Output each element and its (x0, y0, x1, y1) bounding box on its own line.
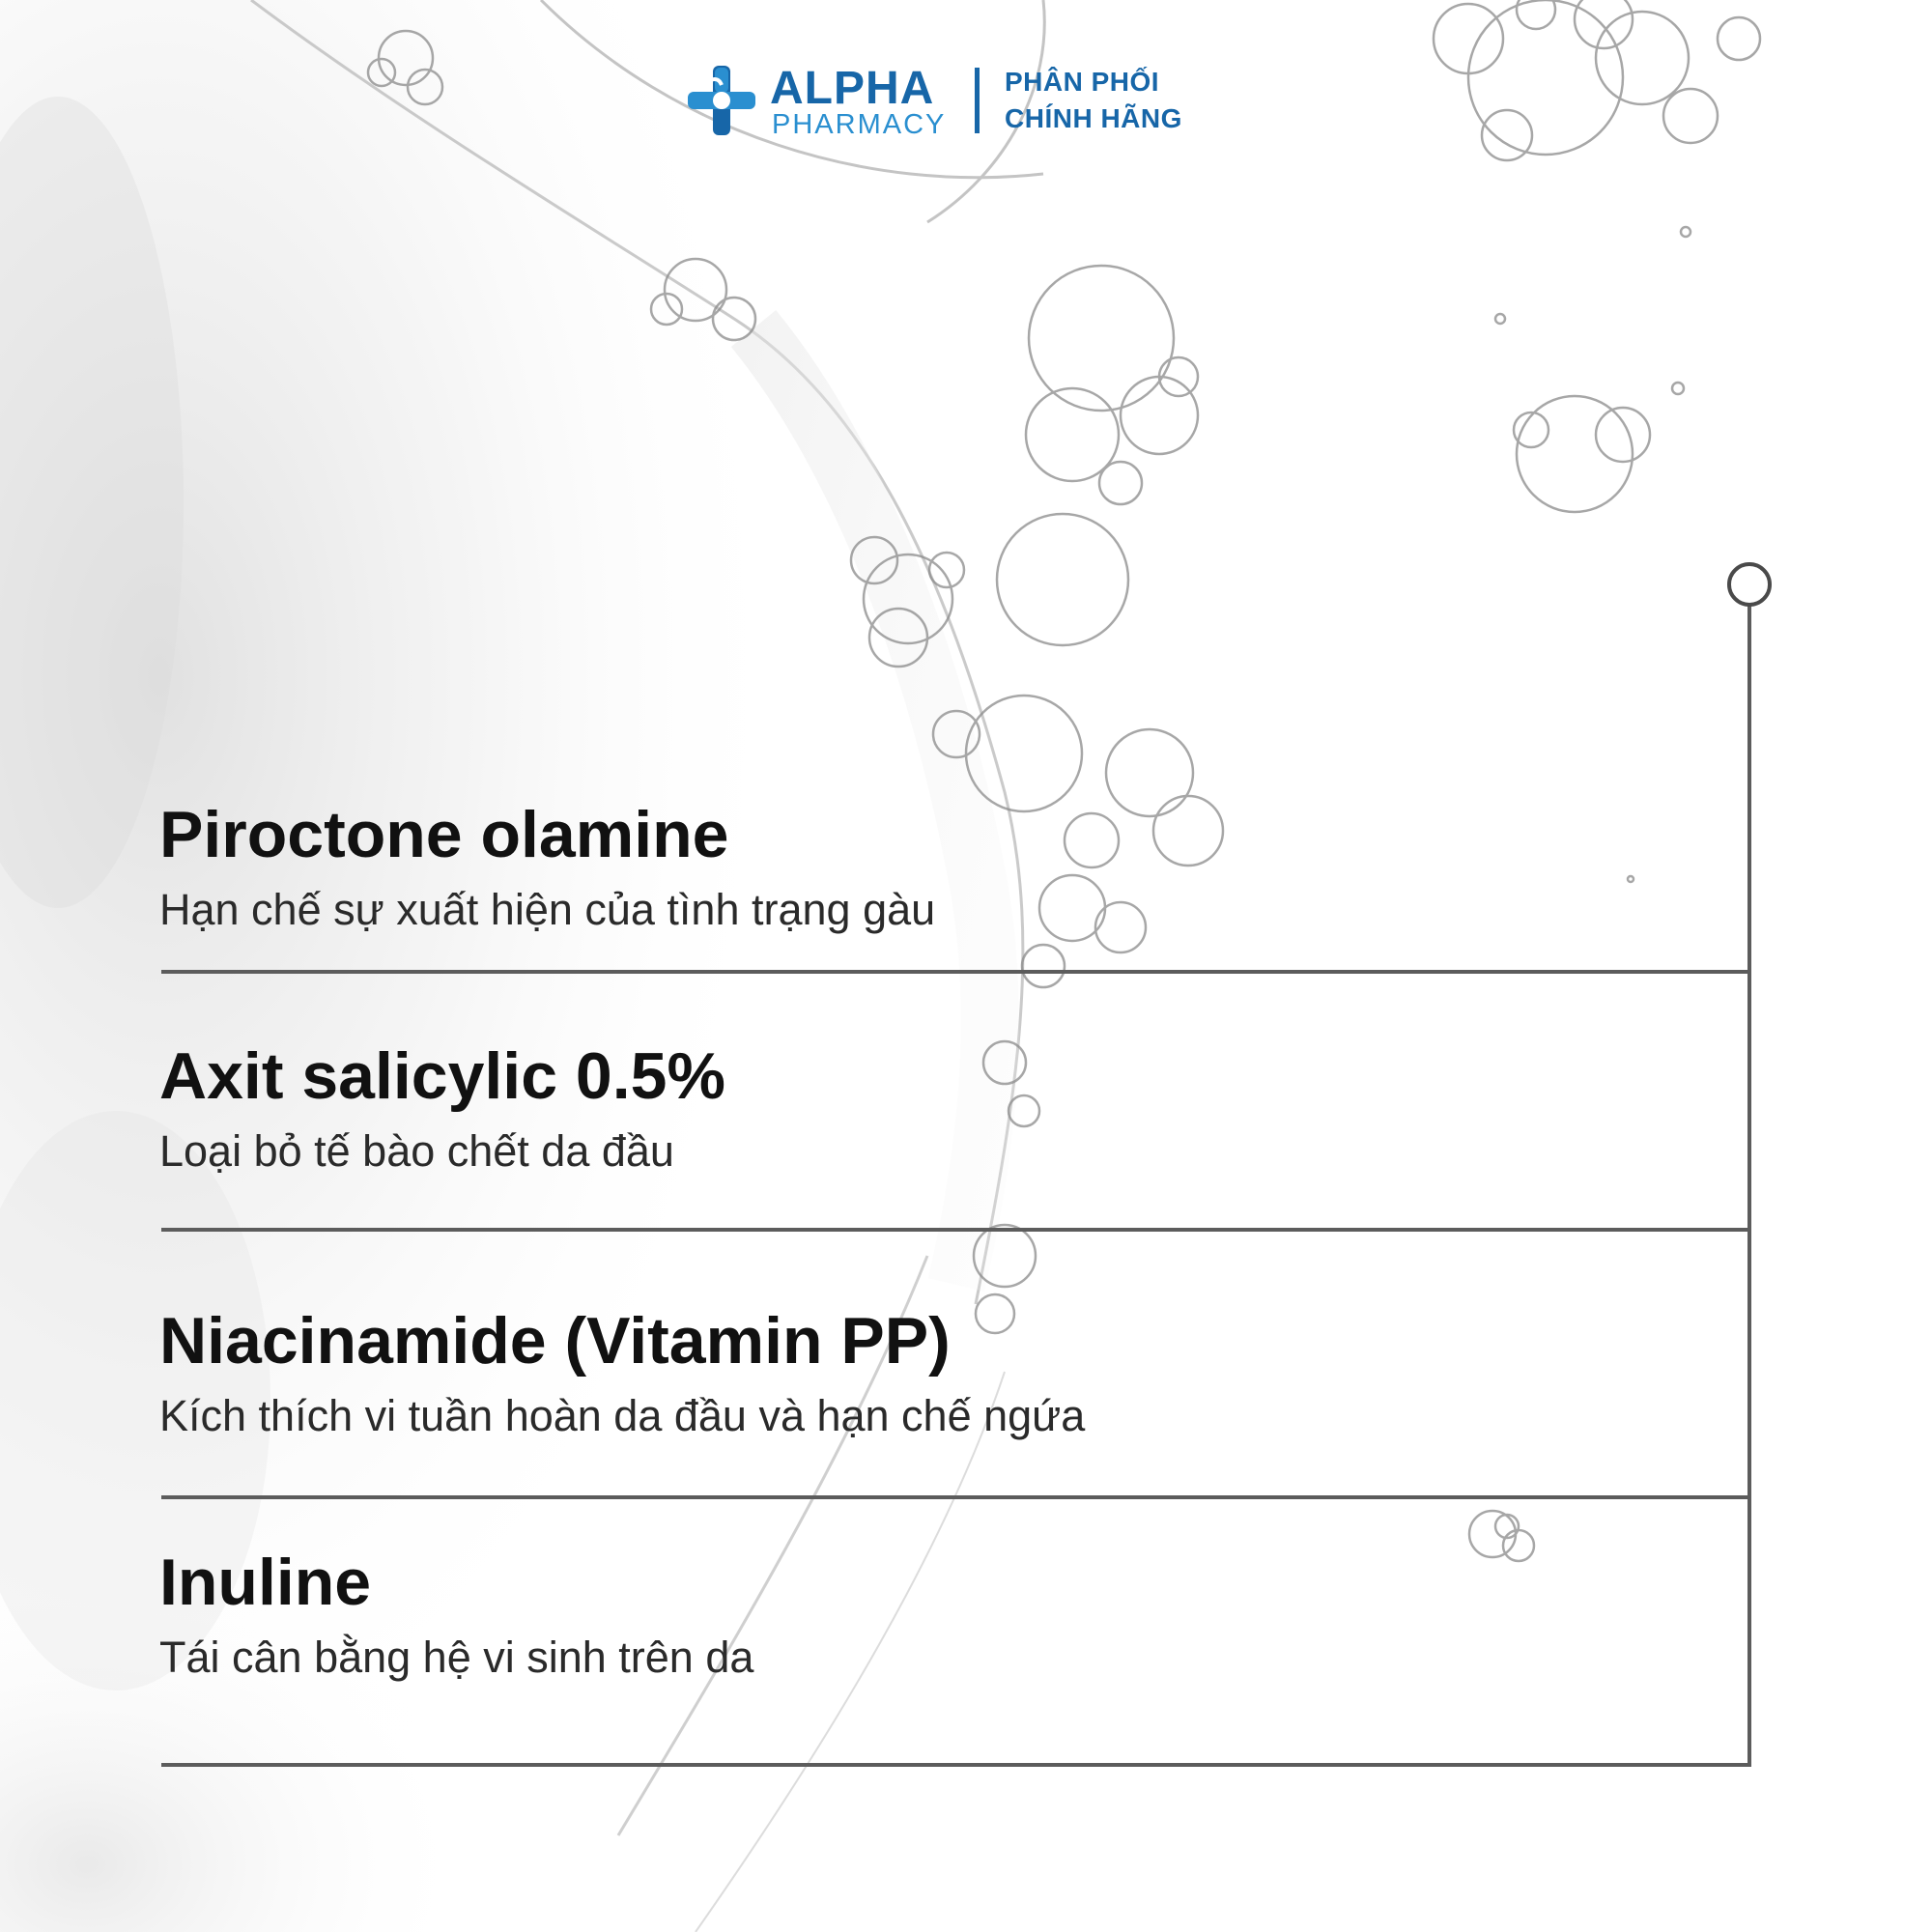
separator-line (161, 1495, 1750, 1499)
separator-line (161, 970, 1750, 974)
badge-line-2: CHÍNH HÃNG (1005, 103, 1182, 133)
ingredient-description: Hạn chế sự xuất hiện của tình trạng gàu (159, 885, 936, 934)
ingredient-item (159, 1039, 725, 1177)
ingredient-item (159, 1304, 1085, 1441)
ingredient-name: Piroctone olamine (159, 798, 729, 871)
ingredient-description: Tái cân bằng hệ vi sinh trên da (159, 1633, 754, 1682)
ingredient-name: Axit salicylic 0.5% (159, 1039, 725, 1113)
timeline-vertical-line (1747, 603, 1751, 1767)
brand-logo (686, 60, 1208, 156)
badge-line-1: PHÂN PHỐI (1005, 67, 1160, 97)
separator-line (161, 1763, 1750, 1767)
ingredient-name: Niacinamide (Vitamin PP) (159, 1304, 951, 1378)
brand-divider (975, 68, 980, 133)
pharmacy-cross-icon (686, 64, 757, 137)
brand-subtitle: PHARMACY (772, 109, 947, 140)
ingredient-item (159, 798, 935, 935)
ingredient-item (159, 1546, 753, 1683)
ingredient-name: Inuline (159, 1546, 372, 1619)
timeline-node-circle-icon (1727, 562, 1772, 607)
ingredient-description: Kích thích vi tuần hoàn da đầu và hạn chế ngứa (159, 1391, 1086, 1440)
separator-line (161, 1228, 1750, 1232)
brand-name: ALPHA (770, 63, 935, 114)
ingredient-description: Loại bỏ tế bào chết da đầu (159, 1126, 674, 1176)
